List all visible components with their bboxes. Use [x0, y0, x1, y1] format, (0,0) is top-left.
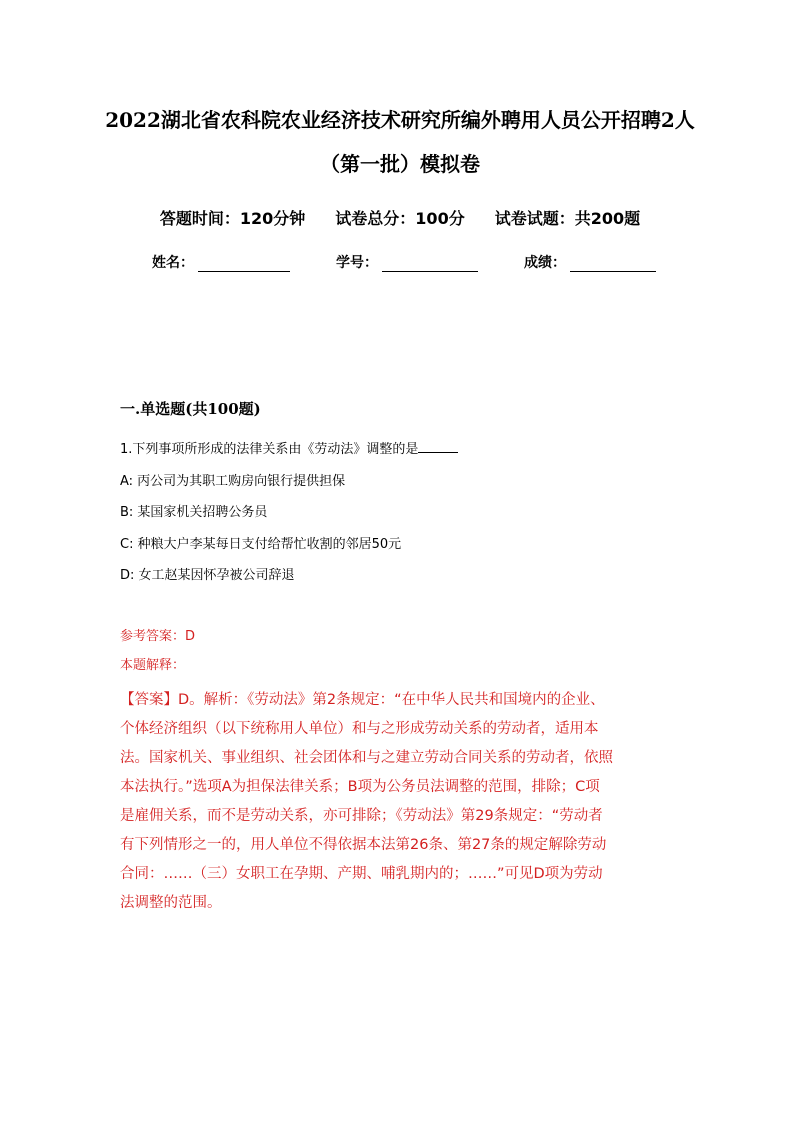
- name-blank: [198, 257, 290, 272]
- score-blank: [570, 257, 656, 272]
- exam-time: 答题时间：120分钟: [159, 209, 306, 228]
- explanation-line: 合同：……（三）女职工在孕期、产期、哺乳期内的；……”可见D项为劳动: [120, 866, 603, 882]
- section-title: 一.单选题(共100题): [120, 400, 261, 418]
- student-id-blank: [382, 257, 478, 272]
- exam-total-score: 试卷总分：100分: [335, 209, 465, 228]
- question-block: [120, 434, 680, 592]
- question-stem-text: 1.下列事项所形成的法律关系由《劳动法》调整的是: [120, 442, 419, 457]
- exam-title-line2: （第一批）模拟卷: [320, 152, 480, 176]
- answer-block: [120, 622, 680, 680]
- explanation-line: 法调整的范围。: [120, 895, 222, 911]
- reference-answer: 参考答案：D: [120, 629, 196, 644]
- question-stem: [120, 434, 680, 466]
- option-d: D: 女工赵某因怀孕被公司辞退: [120, 568, 295, 583]
- explanation-text: [120, 686, 680, 918]
- student-id-field: [336, 252, 478, 272]
- exam-meta: [0, 206, 800, 229]
- explanation-line: 法。国家机关、事业组织、社会团体和与之建立劳动合同关系的劳动者，依照: [120, 750, 613, 766]
- explanation-line: 个体经济组织（以下统称用人单位）和与之形成劳动关系的劳动者，适用本: [120, 721, 599, 737]
- option-c: C: 种粮大户李某每日支付给帮忙收割的邻居50元: [120, 536, 402, 552]
- exam-question-count: 试卷试题：共200题: [494, 209, 641, 228]
- score-field: [524, 252, 656, 272]
- explanation-line: 本法执行。”选项A为担保法律关系；B项为公务员法调整的范围，排除；C项: [120, 779, 600, 795]
- exam-title: [60, 98, 740, 186]
- answer-blank: [418, 440, 458, 453]
- exam-title-line1: 2022湖北省农科院农业经济技术研究所编外聘用人员公开招聘2人: [105, 108, 695, 132]
- option-b: B: 某国家机关招聘公务员: [120, 505, 268, 520]
- explanation-line: 【答案】D。解析：《劳动法》第2条规定：“在中华人民共和国境内的企业、: [120, 692, 605, 708]
- name-field: [152, 252, 290, 272]
- option-a: A: 丙公司为其职工购房向银行提供担保: [120, 473, 346, 489]
- student-id-label: 学号：: [336, 255, 378, 271]
- explanation-line: 是雇佣关系，而不是劳动关系，亦可排除；《劳动法》第29条规定：“劳动者: [120, 808, 603, 824]
- name-label: 姓名：: [152, 255, 194, 271]
- explanation-label: 本题解释：: [120, 658, 186, 673]
- score-label: 成绩：: [524, 255, 566, 271]
- student-info: [152, 252, 656, 272]
- explanation-line: 有下列情形之一的，用人单位不得依据本法第26条、第27条的规定解除劳动: [120, 837, 607, 853]
